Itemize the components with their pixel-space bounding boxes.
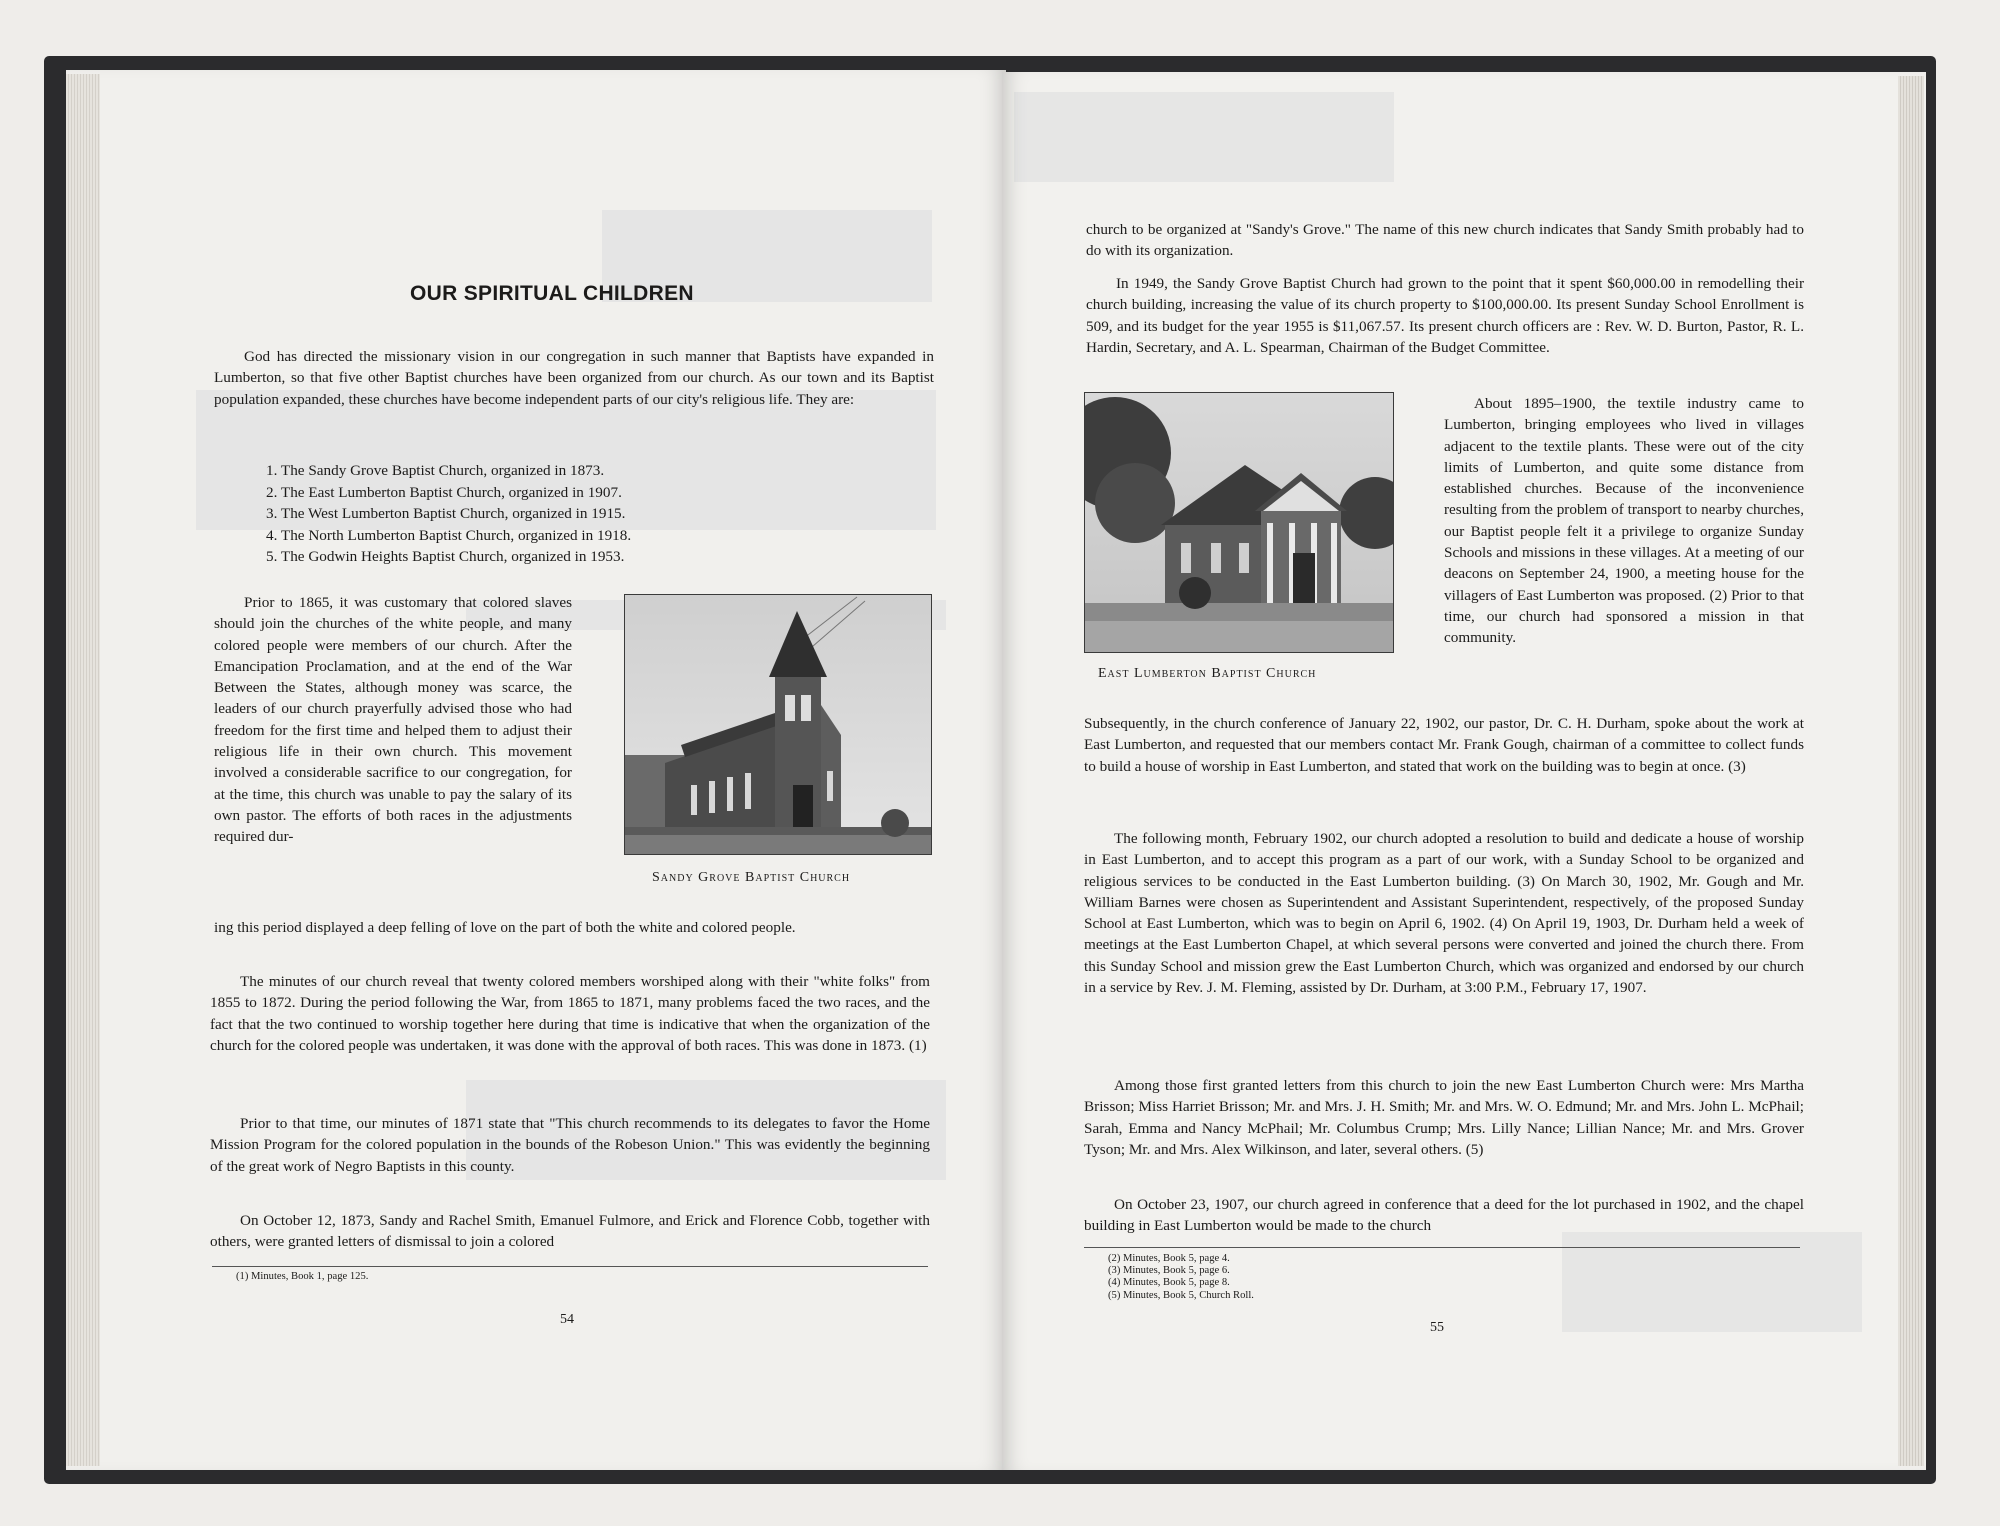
page-edges-right [1898, 76, 1924, 1466]
footnote: (1) Minutes, Book 1, page 125. [236, 1271, 369, 1282]
east-lumberton-church-photo [1084, 392, 1394, 653]
paragraph-letters: Among those first granted letters from this church to join the new East Lumberton Church were: Mrs Martha Brisson; Miss Harriet Brisson; Mr. and Mrs. J. H. Smith; Mr. and Mrs. W. O. Edmund; Mr. and Mrs. John L. McPhail; Sarah, Emma and Nancy McPhail; Mr. Columbus Crump; Mrs. Lilly Nance; Lillian Nance; Mr. and Mrs. Grover Tyson; Mr. and Mrs. Alex Wilkinson, and later, several others. (5) [1084, 1077, 1804, 1158]
paragraph-sandys-grove: church to be organized at "Sandy's Grove." The name of this new church indicates that Sandy Smith probably had to do with its organization. [1086, 221, 1804, 260]
sandy-grove-church-photo [624, 594, 932, 855]
church-photo-image [625, 595, 931, 854]
footnote: (5) Minutes, Book 5, Church Roll. [1108, 1289, 1254, 1301]
paragraph-1871: Prior to that time, our minutes of 1871 state that "This church recommends to its delegates to favor the Home Mission Program for the colored population in the bounds of the Robeson Union." This was evidently the beginning of the great work of Negro Baptists in this county. [210, 1115, 930, 1175]
page-number: 54 [560, 1312, 574, 1327]
church-photo-image [1085, 393, 1393, 652]
paragraph-prior-1865: Prior to 1865, it was customary that colored slaves should join the churches of the white people, and many colored people were members of our church. After the Emancipation Proclamation, and at the end of the War Between the States, although money was scarce, the leaders of our church prayerfully advised those who had freedom for the first time and helped them to adjust their religious life in their own church. This movement involved a considerable sacrifice to our congregation, for at the time, this church was unable to pay the salary of its own pastor. The efforts of both races in the adjustments required dur- [214, 594, 572, 846]
paragraph-1895: About 1895–1900, the textile industry came to Lumberton, bringing employees who lived in villages adjacent to the textile plants. These were out of the city limits of Lumberton, and quite some distance from established churches. Because of the inconvenience resulting from the problem of transport to nearby churches, our Baptist people felt it a privilege to organize Sunday Schools and missions in these villages. At a meeting of our deacons on September 24, 1900, a meeting house for the villagers of East Lumberton was proposed. (2) Prior to that time, our church had sponsored a mission in that community. [1444, 395, 1804, 647]
footnotes [1108, 1253, 1254, 1302]
paragraph-prior-1865-continued: ing this period displayed a deep felling of love on the part of both the white and colored people. [214, 919, 796, 936]
list-item: 4. The North Lumberton Baptist Church, organized in 1918. [266, 526, 632, 544]
list-item: 2. The East Lumberton Baptist Church, organized in 1907. [266, 483, 622, 501]
footnote: (2) Minutes, Book 5, page 4. [1108, 1253, 1230, 1264]
paragraph-october-1907: On October 23, 1907, our church agreed in conference that a deed for the lot purchased in 1902, and the chapel building in East Lumberton would be made to the church [1084, 1196, 1804, 1235]
list-item: 1. The Sandy Grove Baptist Church, organized in 1873. [266, 462, 605, 479]
intro-paragraph: God has directed the missionary vision in our congregation in such manner that Baptists have expanded in Lumberton, so that five other Baptist churches have been organized from our church. As our town and its Baptist population expanded, these churches have become independent parts of our city's religious life. They are: [214, 348, 934, 408]
page-title: OUR SPIRITUAL CHILDREN [410, 282, 694, 305]
paragraph-1949: In 1949, the Sandy Grove Baptist Church had grown to the point that it spent $60,000.00 in remodelling their church building, increasing the value of its church property to $100,000.00. Its present Sunday School Enrollment is 509, and its budget for the year 1955 is $11,067.57. Its present church officers are : Rev. W. D. Burton, Pastor, R. L. Hardin, Secretary, and A. L. Spearman, Chairman of the Budget Committee. [1086, 275, 1804, 356]
church-list [266, 460, 631, 568]
footnote: (4) Minutes, Book 5, page 8. [1108, 1277, 1230, 1289]
paragraph-october-1873: On October 12, 1873, Sandy and Rachel Smith, Emanuel Fulmore, and Erick and Florence Cobb, together with others, were granted letters of dismissal to join a colored [210, 1212, 930, 1251]
footnote-rule [1084, 1247, 1800, 1248]
photo-caption: East Lumberton Baptist Church [1098, 666, 1317, 681]
paragraph-february-1902: The following month, February 1902, our church adopted a resolution to build and dedicate a house of worship in East Lumberton, and to accept this program as a part of our work, with a Sunday School to be organized and religious services to be conducted in the East Lumberton building. (3) On March 30, 1902, Mr. Gough and Mr. William Barnes were chosen as Superintendent and Assistant Superintendent, respectively, of the proposed Sunday School at East Lumberton, which was to begin on April 6, 1902. (4) On April 19, 1903, Dr. Durham held a week of meetings at the East Lumberton Chapel, at which several persons were converted and joined the church there. From this Sunday School and mission grew the East Lumberton Church, which was organized and endorsed by our church in a service by Rev. J. M. Fleming, assisted by Dr. Durham, at 3:00 P.M., February 17, 1907. [1084, 830, 1804, 997]
footnote: (3) Minutes, Book 5, page 6. [1108, 1265, 1230, 1277]
footnotes [236, 1271, 368, 1283]
paragraph-1895-continued: Subsequently, in the church conference of January 22, 1902, our pastor, Dr. C. H. Durham, spoke about the work at East Lumberton, and requested that our members contact Mr. Frank Gough, chairman of a committee to collect funds to build a house of worship in East Lumberton, and stated that work on the building was to begin at once. (3) [1084, 715, 1804, 775]
photo-caption: Sandy Grove Baptist Church [652, 870, 851, 885]
footnote-rule [212, 1266, 928, 1267]
list-item: 3. The West Lumberton Baptist Church, organized in 1915. [266, 505, 626, 522]
page-edges-left [66, 74, 100, 1466]
page-number: 55 [1430, 1320, 1444, 1335]
list-item: 5. The Godwin Heights Baptist Church, organized in 1953. [266, 548, 625, 565]
show-through-shadow [1014, 92, 1394, 182]
paragraph-minutes: The minutes of our church reveal that twenty colored members worshiped along with their "white folks" from 1855 to 1872. During the period following the War, from 1865 to 1871, many problems faced the two races, and the fact that the two continued to worship together here during that time is indicative that when the organization of the church for the colored people was undertaken, it was done with the approval of both races. This was done in 1873. (1) [210, 973, 930, 1054]
